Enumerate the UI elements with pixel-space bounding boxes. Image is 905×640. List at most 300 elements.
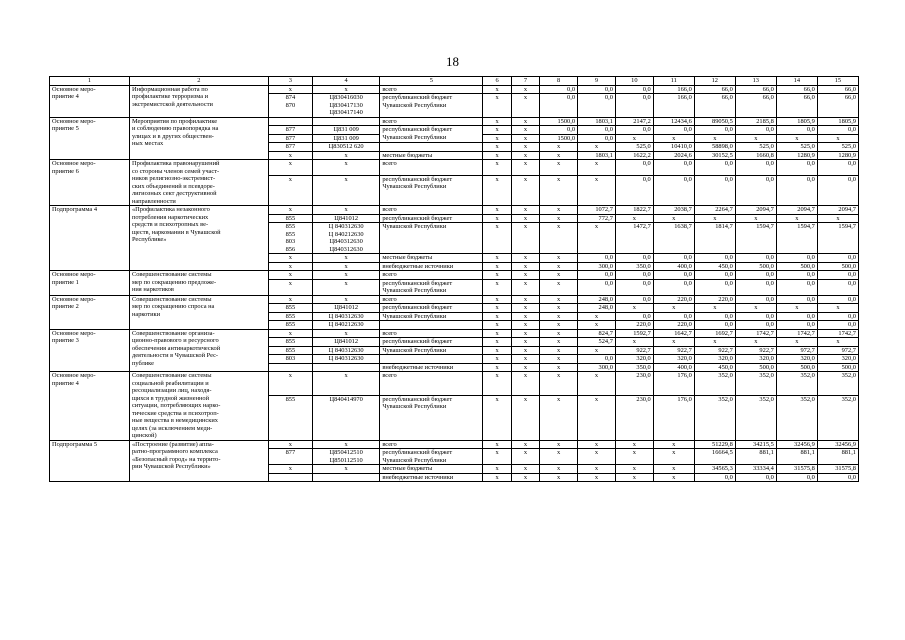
table-cell: 1742,7 — [817, 329, 858, 338]
table-cell: х — [483, 449, 511, 465]
table-cell: 0,0 — [694, 312, 735, 321]
table-cell: 524,7 — [578, 338, 616, 347]
table-cell: 0,0 — [694, 254, 735, 263]
table-cell: 0,0 — [578, 94, 616, 118]
table-cell: 320,0 — [615, 355, 653, 364]
table-cell: 0,0 — [735, 321, 776, 330]
table-cell: Ц830512 620 — [312, 143, 379, 152]
table-cell: Основное меро- приятие 5 — [50, 117, 130, 160]
table-cell: х — [735, 338, 776, 347]
table-cell: х — [511, 304, 539, 313]
table-cell: х — [312, 440, 379, 449]
table-cell: 0,0 — [776, 175, 817, 205]
table-cell: всего — [380, 329, 483, 338]
table-cell: Основное меро- приятие 4 — [50, 372, 130, 441]
table-cell: х — [540, 151, 578, 160]
table-cell: 230,0 — [615, 372, 653, 396]
table-row — [50, 117, 859, 126]
table-cell: 0,0 — [817, 254, 858, 263]
table-cell: 855 — [268, 304, 312, 313]
table-cell: х — [817, 214, 858, 223]
header-cell: 11 — [653, 77, 694, 86]
table-cell: х — [817, 304, 858, 313]
table-cell: х — [540, 329, 578, 338]
table-cell: 500,0 — [776, 363, 817, 372]
table-cell: 1803,1 — [578, 151, 616, 160]
table-cell: х — [483, 395, 511, 440]
table-cell: 1594,7 — [735, 223, 776, 254]
table-cell: 1742,7 — [735, 329, 776, 338]
table-cell: х — [540, 223, 578, 254]
table-cell: Совершенствование системы мер по сокращению предложе- ния наркотиков — [129, 271, 268, 296]
table-cell: 972,7 — [776, 346, 817, 355]
table-cell: всего — [380, 440, 483, 449]
table-cell: 881,1 — [817, 449, 858, 465]
header-cell: 14 — [776, 77, 817, 86]
table-cell: 2094,7 — [735, 206, 776, 215]
table-cell: 1594,7 — [817, 223, 858, 254]
table-cell: Совершенствование организа- ционно-правового и ресурсного обеспечения антинаркотической деятельности в Чувашской Рес- публике — [129, 329, 268, 372]
header-cell: 12 — [694, 77, 735, 86]
table-cell: местные бюджеты — [380, 465, 483, 474]
table-cell: х — [511, 449, 539, 465]
table-cell: 0,0 — [817, 175, 858, 205]
table-cell: внебюджетные источники — [380, 363, 483, 372]
table-cell: х — [653, 440, 694, 449]
table-cell: республиканский бюджет — [380, 338, 483, 347]
table-cell: 0,0 — [694, 321, 735, 330]
table-cell: 0,0 — [615, 279, 653, 295]
table-cell: 525,0 — [776, 143, 817, 152]
table-cell: х — [483, 134, 511, 143]
table-cell: 0,0 — [694, 473, 735, 482]
table-cell: 500,0 — [817, 262, 858, 271]
table-cell: 66,0 — [817, 85, 858, 94]
table-cell: 525,0 — [615, 143, 653, 152]
table-cell: 0,0 — [817, 321, 858, 330]
table-cell: х — [511, 151, 539, 160]
table-cell: 66,0 — [694, 94, 735, 118]
table-cell: 2094,7 — [776, 206, 817, 215]
table-cell: х — [776, 134, 817, 143]
table-cell: 1822,7 — [615, 206, 653, 215]
table-cell: 881,1 — [735, 449, 776, 465]
table-cell: Ц 840212630 — [312, 321, 379, 330]
table-cell: всего — [380, 85, 483, 94]
table-cell: 0,0 — [694, 126, 735, 135]
table-cell: х — [540, 338, 578, 347]
table-cell: х — [483, 151, 511, 160]
table-cell: 31575,8 — [776, 465, 817, 474]
table-cell: х — [540, 465, 578, 474]
table-cell: 0,0 — [735, 312, 776, 321]
table-cell: х — [511, 262, 539, 271]
table-cell: 51229,8 — [694, 440, 735, 449]
table-cell: 30152,5 — [694, 151, 735, 160]
table-cell: х — [578, 346, 616, 355]
table-cell: 1660,8 — [735, 151, 776, 160]
table-cell: х — [578, 449, 616, 465]
header-cell: 1 — [50, 77, 130, 86]
table-cell: х — [312, 279, 379, 295]
table-cell: х — [540, 321, 578, 330]
table-cell: 230,0 — [615, 395, 653, 440]
table-cell: х — [540, 279, 578, 295]
table-cell: Информационная работа по профилактике терроризма и экстремистской деятельности — [129, 85, 268, 117]
table-cell: 66,0 — [735, 85, 776, 94]
table-cell: 0,0 — [540, 85, 578, 94]
table-cell: х — [268, 85, 312, 94]
table-cell: х — [511, 134, 539, 143]
table-cell: 877 — [268, 143, 312, 152]
table-cell: внебюджетные источники — [380, 473, 483, 482]
header-cell: 7 — [511, 77, 539, 86]
table-cell: 32456,9 — [776, 440, 817, 449]
table-cell: х — [540, 473, 578, 482]
budget-table — [49, 76, 859, 482]
table-cell: Ц 840312630 — [312, 346, 379, 355]
table-cell: х — [268, 465, 312, 474]
table-cell: х — [540, 346, 578, 355]
table-cell: х — [312, 151, 379, 160]
table-cell: 0,0 — [578, 254, 616, 263]
table-cell: Ц830416030 Ц830417130 Ц830417140 — [312, 94, 379, 118]
table-cell: 0,0 — [776, 271, 817, 280]
table-cell: 0,0 — [817, 271, 858, 280]
table-cell: х — [578, 395, 616, 440]
table-cell: х — [511, 321, 539, 330]
table-cell: 0,0 — [653, 271, 694, 280]
table-cell: Чувашской Республики — [380, 346, 483, 355]
table-cell: 1472,7 — [615, 223, 653, 254]
table-cell: х — [511, 440, 539, 449]
table-cell: 450,0 — [694, 363, 735, 372]
table-cell: х — [540, 175, 578, 205]
table-cell: республиканский бюджет — [380, 214, 483, 223]
table-cell: Совершенствование системы мер по сокращению спроса на наркотики — [129, 295, 268, 329]
table-cell: 500,0 — [817, 363, 858, 372]
table-cell: 66,0 — [735, 94, 776, 118]
table-cell: 10410,0 — [653, 143, 694, 152]
table-cell: х — [511, 355, 539, 364]
table-cell: 16664,5 — [694, 449, 735, 465]
header-cell: 6 — [483, 77, 511, 86]
table-cell: 0,0 — [776, 295, 817, 304]
table-cell: х — [540, 160, 578, 176]
header-cell: 3 — [268, 77, 312, 86]
table-cell: х — [511, 465, 539, 474]
table-cell: х — [540, 271, 578, 280]
table-cell: х — [578, 160, 616, 176]
table-cell — [268, 473, 312, 482]
table-cell: Мероприятия по профилактике и соблюдению правопорядка на улицах и в других обществен- ных местах — [129, 117, 268, 160]
table-cell: 0,0 — [540, 94, 578, 118]
table-cell: 855 — [268, 395, 312, 440]
table-cell: х — [776, 214, 817, 223]
table-cell: х — [615, 304, 653, 313]
table-cell: 0,0 — [615, 94, 653, 118]
table-cell: 0,0 — [776, 321, 817, 330]
table-cell: 0,0 — [615, 312, 653, 321]
table-cell: 176,0 — [653, 395, 694, 440]
table-row — [50, 329, 859, 338]
table-row — [50, 372, 859, 396]
table-body — [50, 77, 859, 482]
table-cell: 855 — [268, 321, 312, 330]
table-cell: 0,0 — [776, 126, 817, 135]
table-cell: х — [312, 271, 379, 280]
table-cell: 0,0 — [578, 355, 616, 364]
table-cell: 0,0 — [776, 473, 817, 482]
table-cell: 0,0 — [817, 312, 858, 321]
table-cell: х — [511, 206, 539, 215]
table-cell: 922,7 — [615, 346, 653, 355]
header-cell: 4 — [312, 77, 379, 86]
table-cell: х — [268, 372, 312, 396]
table-cell: х — [268, 151, 312, 160]
table-cell: х — [511, 312, 539, 321]
table-cell: Ц831 009 — [312, 134, 379, 143]
table-cell: х — [511, 223, 539, 254]
table-cell: х — [653, 304, 694, 313]
table-cell: республиканский бюджет — [380, 304, 483, 313]
table-cell: 0,0 — [735, 160, 776, 176]
table-cell: 0,0 — [817, 160, 858, 176]
table-cell: 300,0 — [578, 262, 616, 271]
table-cell: 352,0 — [694, 372, 735, 396]
table-cell: 66,0 — [694, 85, 735, 94]
page-number: 18 — [446, 54, 459, 69]
table-row — [50, 160, 859, 176]
table-cell: х — [511, 473, 539, 482]
table-cell: 0,0 — [653, 279, 694, 295]
table-cell: х — [483, 206, 511, 215]
table-cell: республиканский бюджет Чувашской Республики — [380, 395, 483, 440]
table-cell: 220,0 — [653, 295, 694, 304]
table-cell: Ц841012 — [312, 214, 379, 223]
table-cell: 877 — [268, 126, 312, 135]
table-cell: х — [615, 214, 653, 223]
table-cell: х — [268, 254, 312, 263]
table-cell: Чувашской Республики — [380, 312, 483, 321]
table-cell: х — [268, 206, 312, 215]
table-cell: 300,0 — [578, 363, 616, 372]
table-cell — [312, 473, 379, 482]
table-cell: х — [735, 134, 776, 143]
table-cell: х — [511, 372, 539, 396]
table-cell: 450,0 — [694, 262, 735, 271]
table-cell: 2094,7 — [817, 206, 858, 215]
table-cell: х — [540, 312, 578, 321]
table-cell: 1692,7 — [694, 329, 735, 338]
table-cell: 0,0 — [578, 279, 616, 295]
table-cell: х — [615, 473, 653, 482]
table-cell: Ц841012 — [312, 304, 379, 313]
table-cell: 220,0 — [615, 321, 653, 330]
table-cell: 855 — [268, 214, 312, 223]
table-cell: х — [653, 449, 694, 465]
table-cell: 855 855 803 856 — [268, 223, 312, 254]
table-row — [50, 206, 859, 215]
table-cell: республиканский бюджет Чувашской Республики — [380, 449, 483, 465]
table-cell: 352,0 — [776, 395, 817, 440]
table-cell: 350,0 — [615, 262, 653, 271]
table-cell: х — [511, 329, 539, 338]
table-cell: 525,0 — [735, 143, 776, 152]
table-cell: х — [483, 94, 511, 118]
table-cell: 66,0 — [776, 94, 817, 118]
table-cell: 320,0 — [653, 355, 694, 364]
table-cell: 874 870 — [268, 94, 312, 118]
table-cell: 0,0 — [735, 295, 776, 304]
table-cell: Основное меро- приятие 1 — [50, 271, 130, 296]
table-cell: Профилактика правонарушений со стороны членов семей участ- ников религиозно-экстремист- ских объединений и псевдоре- лигиозных сект деструктивной направленности — [129, 160, 268, 206]
table-cell: 166,0 — [653, 94, 694, 118]
table-cell: 0,0 — [653, 126, 694, 135]
table-row — [50, 440, 859, 449]
table-cell: 352,0 — [735, 395, 776, 440]
table-cell: х — [483, 214, 511, 223]
table-cell: 0,0 — [776, 312, 817, 321]
table-cell: 803 — [268, 355, 312, 364]
table-cell: х — [540, 206, 578, 215]
table-cell: х — [312, 160, 379, 176]
table-cell: 855 — [268, 312, 312, 321]
table-row — [50, 85, 859, 94]
table-cell: х — [511, 160, 539, 176]
table-cell: х — [483, 440, 511, 449]
table-cell: х — [578, 143, 616, 152]
table-cell: 0,0 — [817, 295, 858, 304]
table-cell: всего — [380, 160, 483, 176]
table-cell: 0,0 — [578, 271, 616, 280]
table-row — [50, 295, 859, 304]
table-cell: 1622,2 — [615, 151, 653, 160]
table-cell: 320,0 — [694, 355, 735, 364]
table-cell: х — [776, 338, 817, 347]
table-cell: х — [540, 395, 578, 440]
table-cell: х — [511, 254, 539, 263]
table-cell: 1803,1 — [578, 117, 616, 126]
table-cell: х — [653, 134, 694, 143]
table-cell: х — [268, 295, 312, 304]
table-cell: 0,0 — [735, 279, 776, 295]
table-cell: 1814,7 — [694, 223, 735, 254]
table-cell: х — [483, 355, 511, 364]
table-cell: 1638,7 — [653, 223, 694, 254]
table-cell: 0,0 — [817, 473, 858, 482]
table-cell: х — [540, 440, 578, 449]
table-cell: х — [540, 355, 578, 364]
table-cell: 877 — [268, 449, 312, 465]
table-cell: х — [483, 363, 511, 372]
table-cell: х — [483, 160, 511, 176]
table-cell: 34215,5 — [735, 440, 776, 449]
table-cell: 12434,6 — [653, 117, 694, 126]
table-cell: х — [268, 440, 312, 449]
table-cell — [380, 321, 483, 330]
table-cell: Ц 840312630 Ц 840212630 Ц840312630 Ц840312630 — [312, 223, 379, 254]
table-cell: 58898,0 — [694, 143, 735, 152]
table-cell: 350,0 — [615, 363, 653, 372]
table-cell: х — [578, 372, 616, 396]
table-cell: х — [578, 223, 616, 254]
table-cell: 500,0 — [735, 363, 776, 372]
table-cell: республиканский бюджет Чувашской Республики — [380, 279, 483, 295]
table-cell: 66,0 — [776, 85, 817, 94]
table-cell: 0,0 — [817, 279, 858, 295]
table-cell: х — [483, 295, 511, 304]
table-cell: х — [694, 338, 735, 347]
table-cell: 0,0 — [694, 271, 735, 280]
table-cell: х — [694, 134, 735, 143]
table-cell: 972,7 — [817, 346, 858, 355]
table-cell: х — [312, 175, 379, 205]
table-cell: х — [817, 338, 858, 347]
table-cell: 400,0 — [653, 363, 694, 372]
table-cell: х — [653, 338, 694, 347]
table-cell: Основное меро- приятие 3 — [50, 329, 130, 372]
table-cell: х — [653, 214, 694, 223]
table-cell: всего — [380, 117, 483, 126]
table-cell: 0,0 — [615, 126, 653, 135]
table-cell: 66,0 — [817, 94, 858, 118]
table-cell: х — [483, 143, 511, 152]
table-cell: 1742,7 — [776, 329, 817, 338]
table-cell: х — [483, 279, 511, 295]
table-cell: х — [483, 126, 511, 135]
table-cell: х — [540, 372, 578, 396]
table-cell: х — [540, 214, 578, 223]
table-cell: Ц850412510 Ц850112510 — [312, 449, 379, 465]
table-cell: х — [735, 214, 776, 223]
table-cell: х — [653, 473, 694, 482]
table-cell: х — [511, 363, 539, 372]
table-cell: 1805,9 — [817, 117, 858, 126]
table-cell: 2024,6 — [653, 151, 694, 160]
table-cell: 2264,7 — [694, 206, 735, 215]
table-cell: х — [312, 254, 379, 263]
table-cell: 34565,3 — [694, 465, 735, 474]
table-cell: Ц840414970 — [312, 395, 379, 440]
table-cell: 220,0 — [694, 295, 735, 304]
table-cell: х — [312, 295, 379, 304]
table-cell: х — [483, 346, 511, 355]
table-cell: 400,0 — [653, 262, 694, 271]
table-row — [50, 271, 859, 280]
table-cell: 1500,0 — [540, 117, 578, 126]
table-cell: 0,0 — [735, 254, 776, 263]
table-cell: 0,0 — [776, 254, 817, 263]
table-cell: внебюджетные источники — [380, 262, 483, 271]
table-cell: х — [540, 262, 578, 271]
table-cell: 1280,9 — [776, 151, 817, 160]
table-cell: 352,0 — [776, 372, 817, 396]
table-cell: 166,0 — [653, 85, 694, 94]
table-cell: 922,7 — [735, 346, 776, 355]
table-cell: 0,0 — [694, 160, 735, 176]
table-cell: всего — [380, 372, 483, 396]
table-cell: х — [483, 223, 511, 254]
table-cell: х — [694, 214, 735, 223]
table-cell: х — [511, 126, 539, 135]
table-cell: х — [268, 262, 312, 271]
table-cell: 0,0 — [735, 175, 776, 205]
table-cell: х — [578, 473, 616, 482]
table-cell: 352,0 — [817, 372, 858, 396]
table-cell: 352,0 — [817, 395, 858, 440]
table-cell: х — [694, 304, 735, 313]
